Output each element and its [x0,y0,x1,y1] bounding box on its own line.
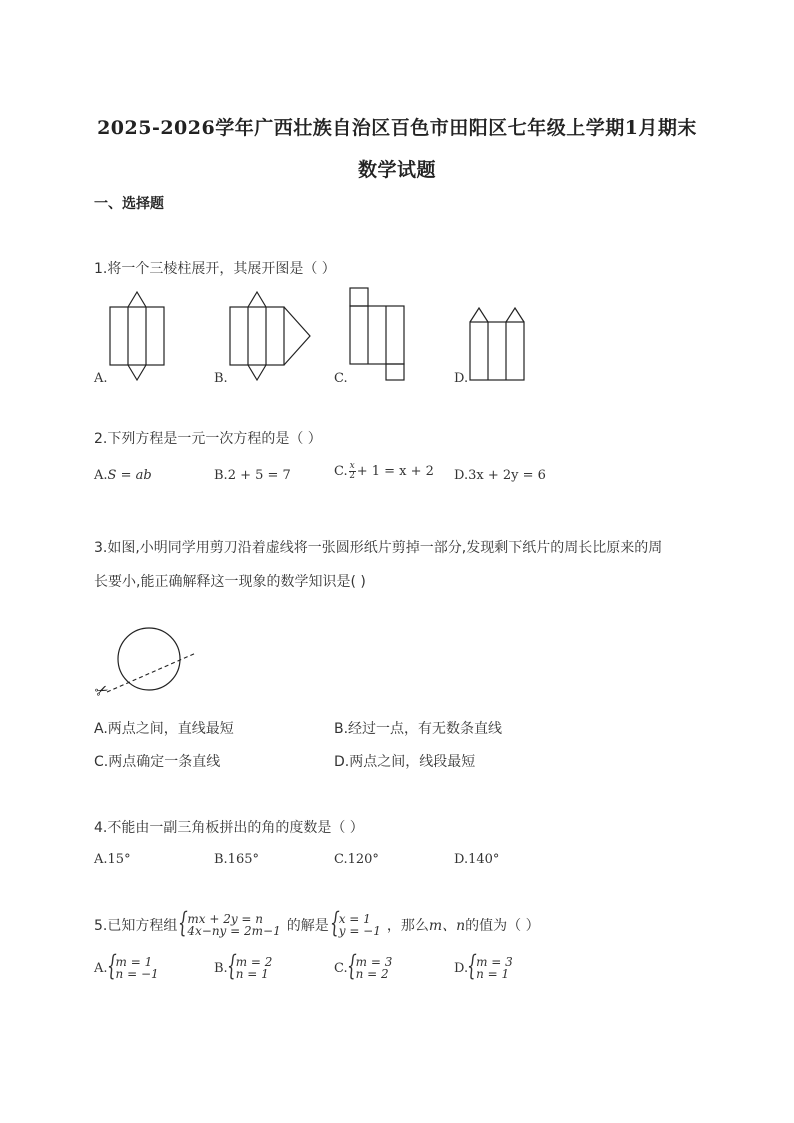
equation: S = ab [107,468,152,483]
question-4-option-a[interactable]: A.15° [94,852,131,867]
scissors-icon: ✂ [91,679,112,702]
question-3-stem-line2: 长要小,能正确解释这一现象的数学知识是( ) [94,574,366,590]
question-1-option-d[interactable]: D. [454,371,469,386]
equation: 3x + 2y = 6 [468,468,546,483]
question-3-option-b[interactable]: B.经过一点，有无数条直线 [334,721,503,737]
question-1-option-b[interactable]: B. [214,371,228,386]
option-prefix: B. [214,960,228,976]
option-prefix: B. [214,468,228,483]
question-2-option-b[interactable] [214,468,291,483]
question-1-option-a[interactable]: A. [94,371,108,386]
question-4-option-c[interactable]: C.120° [334,852,379,867]
question-3-option-a[interactable]: A.两点之间，直线最短 [94,721,234,737]
stem-part: 的解是 [286,918,329,934]
question-4-option-d[interactable]: D.140° [454,852,500,867]
system-line: { m = 2 [235,955,273,969]
question-1-stem: 1.将一个三棱柱展开，其展开图是（ ） [94,261,336,277]
variables: m、n [428,918,466,934]
option-prefix: A. [94,960,108,976]
question-2-stem: 2.下列方程是一元一次方程的是（ ） [94,431,322,447]
net-figure-d [465,300,530,384]
stem-part: 5.已知方程组 [94,918,178,934]
question-2-option-d[interactable] [454,468,546,483]
fraction [349,462,356,481]
page-subtitle: 数学试题 [357,159,436,181]
answer-system [468,956,513,980]
net-figure-c [345,285,410,383]
option-prefix: C. [334,464,348,479]
option-prefix: C. [334,960,348,976]
question-4-option-b[interactable]: B.165° [214,852,259,867]
system-line: n = 1 [235,967,269,981]
answer-system [108,956,159,980]
question-5-stem [94,913,540,937]
question-2-option-c[interactable] [334,462,434,481]
system-line: { m = 3 [355,955,393,969]
system-line: n = 1 [476,967,510,981]
system-line: n = −1 [115,967,159,981]
system-line: n = 2 [355,967,389,981]
system-line: 4x−ny = 2m−1 [187,924,281,938]
page-title: 2025-2026学年广西壮族自治区百色市田阳区七年级上学期1月期末 [97,117,697,139]
question-1-option-c[interactable]: C. [334,371,348,386]
question-2-option-a[interactable] [94,468,152,483]
question-5-option-d[interactable] [454,956,513,980]
option-prefix: A. [94,468,108,483]
fraction-numerator: x [349,461,355,471]
answer-system [228,956,273,980]
solution-system [331,913,381,937]
question-3-stem-line1: 3.如图,小明同学用剪刀沿着虚线将一张圆形纸片剪掉一部分,发现剩下纸片的周长比原来的周 [94,540,663,556]
equation: 2 + 5 = 7 [227,468,291,483]
stem-part: ，那么 [386,918,429,934]
question-5-option-c[interactable] [334,956,392,980]
equation: + 1 = x + 2 [356,464,434,479]
question-3-option-d[interactable]: D.两点之间，线段最短 [334,754,476,770]
equation-system [179,913,280,937]
net-figure-b [225,290,315,382]
option-prefix: D. [454,960,469,976]
question-5-option-a[interactable] [94,956,159,980]
fraction-denominator: 2 [349,471,356,481]
system-line: { m = 1 [115,955,153,969]
net-figure-a [105,290,175,382]
stem-part: 的值为（ ） [465,918,540,934]
question-4-stem: 4.不能由一副三角板拼出的角的度数是（ ） [94,820,364,836]
option-prefix: D. [454,468,469,483]
system-line: y = −1 [338,924,381,938]
question-3-option-c[interactable]: C.两点确定一条直线 [94,754,221,770]
section-heading: 一、选择题 [94,196,164,212]
system-line: { x = 1 [338,912,371,926]
system-line: { mx + 2y = n [187,912,264,926]
answer-system [348,956,393,980]
question-5-option-b[interactable] [214,956,272,980]
system-line: { m = 3 [476,955,513,969]
